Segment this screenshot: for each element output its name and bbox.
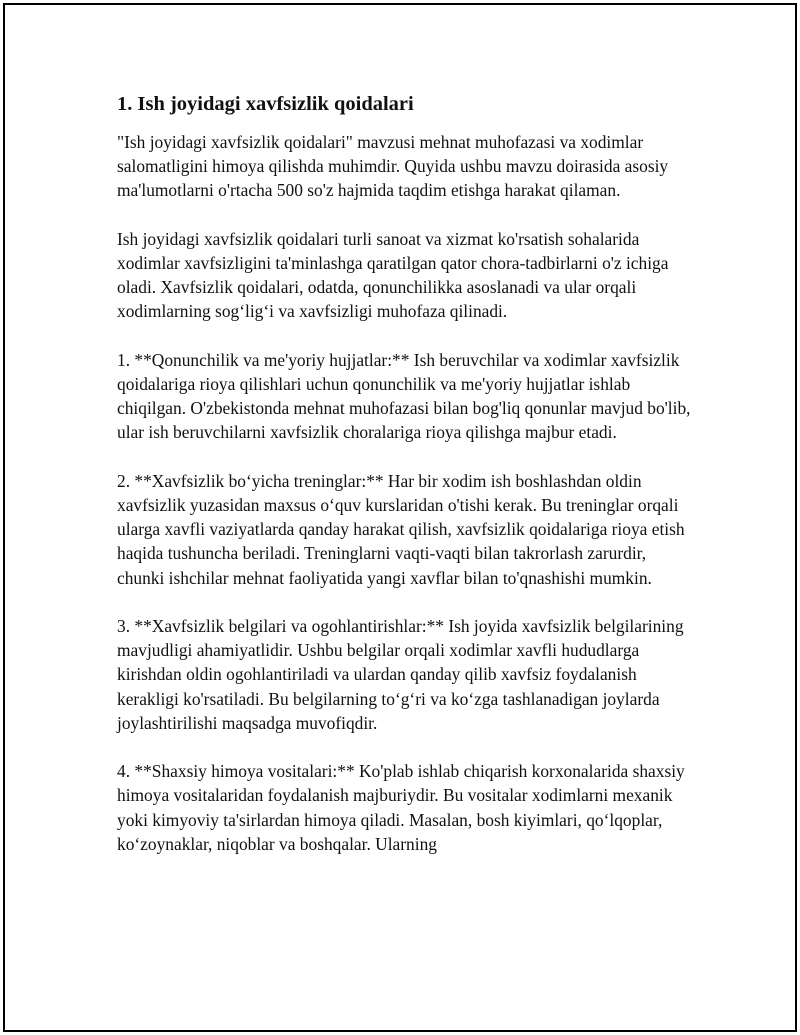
document-body: [117, 90, 697, 880]
paragraph-training: 2. **Xavfsizlik bo‘yicha treninglar:** Har bir xodim ish boshlashdan oldin xavfsizlik yuzasidan maxsus o‘quv kurslaridan o'tishi kerak. Bu treninglar orqali ularga xavfli vaziyatlarda qanday harakat qilish, xavfsizlik qoidalariga rioya etish haqida tushuncha beriladi. Treninglarni vaqti-vaqti bilan takrorlash zarurdir, chunki ishchilar mehnat faoliyatida yangi xavflar bilan to'qnashishi mumkin.: [117, 470, 685, 588]
paragraph-protective-equipment: 4. **Shaxsiy himoya vositalari:** Ko'plab ishlab chiqarish korxonalarida shaxsiy himoya vositalaridan foydalanish majburiydir. Bu vositalar xodimlarni mexanik yoki kimyoviy ta'sirlardan himoya qiladi. Masalan, bosh kiyimlari, qo‘lqoplar, ko‘zoynaklar, niqoblar va boshqalar. Ularning: [117, 761, 685, 854]
paragraph-intro: "Ish joyidagi xavfsizlik qoidalari" mavzusi mehnat muhofazasi va xodimlar salomatligini himoya qilishda muhimdir. Quyida ushbu mavzu doirasida asosiy ma'lumotlarni o'rtacha 500 so'z hajmida taqdim etishga harakat qilaman.: [117, 132, 669, 201]
paragraph-overview: Ish joyidagi xavfsizlik qoidalari turli sanoat va xizmat ko'rsatish sohalarida xodimlar xavfsizligini ta'minlashga qaratilgan qator chora-tadbirlarni o'z ichiga oladi. Xavfsizlik qoidalari, odatda, qonunchilikka asoslanadi va ular orqali xodimlarning sog‘lig‘i va xavfsizligi muhofaza qilinadi.: [117, 228, 669, 322]
paragraph-safety-signs: 3. **Xavfsizlik belgilari va ogohlantirishlar:** Ish joyida xavfsizlik belgilarining mavjudligi ahamiyatlidir. Ushbu belgilar orqali xodimlar xavfli hududlarga kirishdan oldin ogohlantiriladi va ulardan qanday qilib xavfsiz foydalanish kerakligi ko'rsatiladi. Bu belgilarning to‘g‘ri va ko‘zga tashlanadigan joylarda joylashtirilishi maqsadga muvofiqdir.: [117, 616, 684, 733]
section-heading: 1. Ish joyidagi xavfsizlik qoidalari: [117, 93, 414, 115]
paragraph-legislation: 1. **Qonunchilik va me'yoriy hujjatlar:** Ish beruvchilar va xodimlar xavfsizlik qoidalariga rioya qilishlari uchun qonunchilik va me'yoriy hujjatlar ishlab chiqilgan. O'zbekistonda mehnat muhofazasi bilan bog'liq qonunlar mavjud bo'lib, ular ish beruvchilarni xavfsizlik choralariga rioya qilishga majbur etadi.: [117, 349, 691, 443]
